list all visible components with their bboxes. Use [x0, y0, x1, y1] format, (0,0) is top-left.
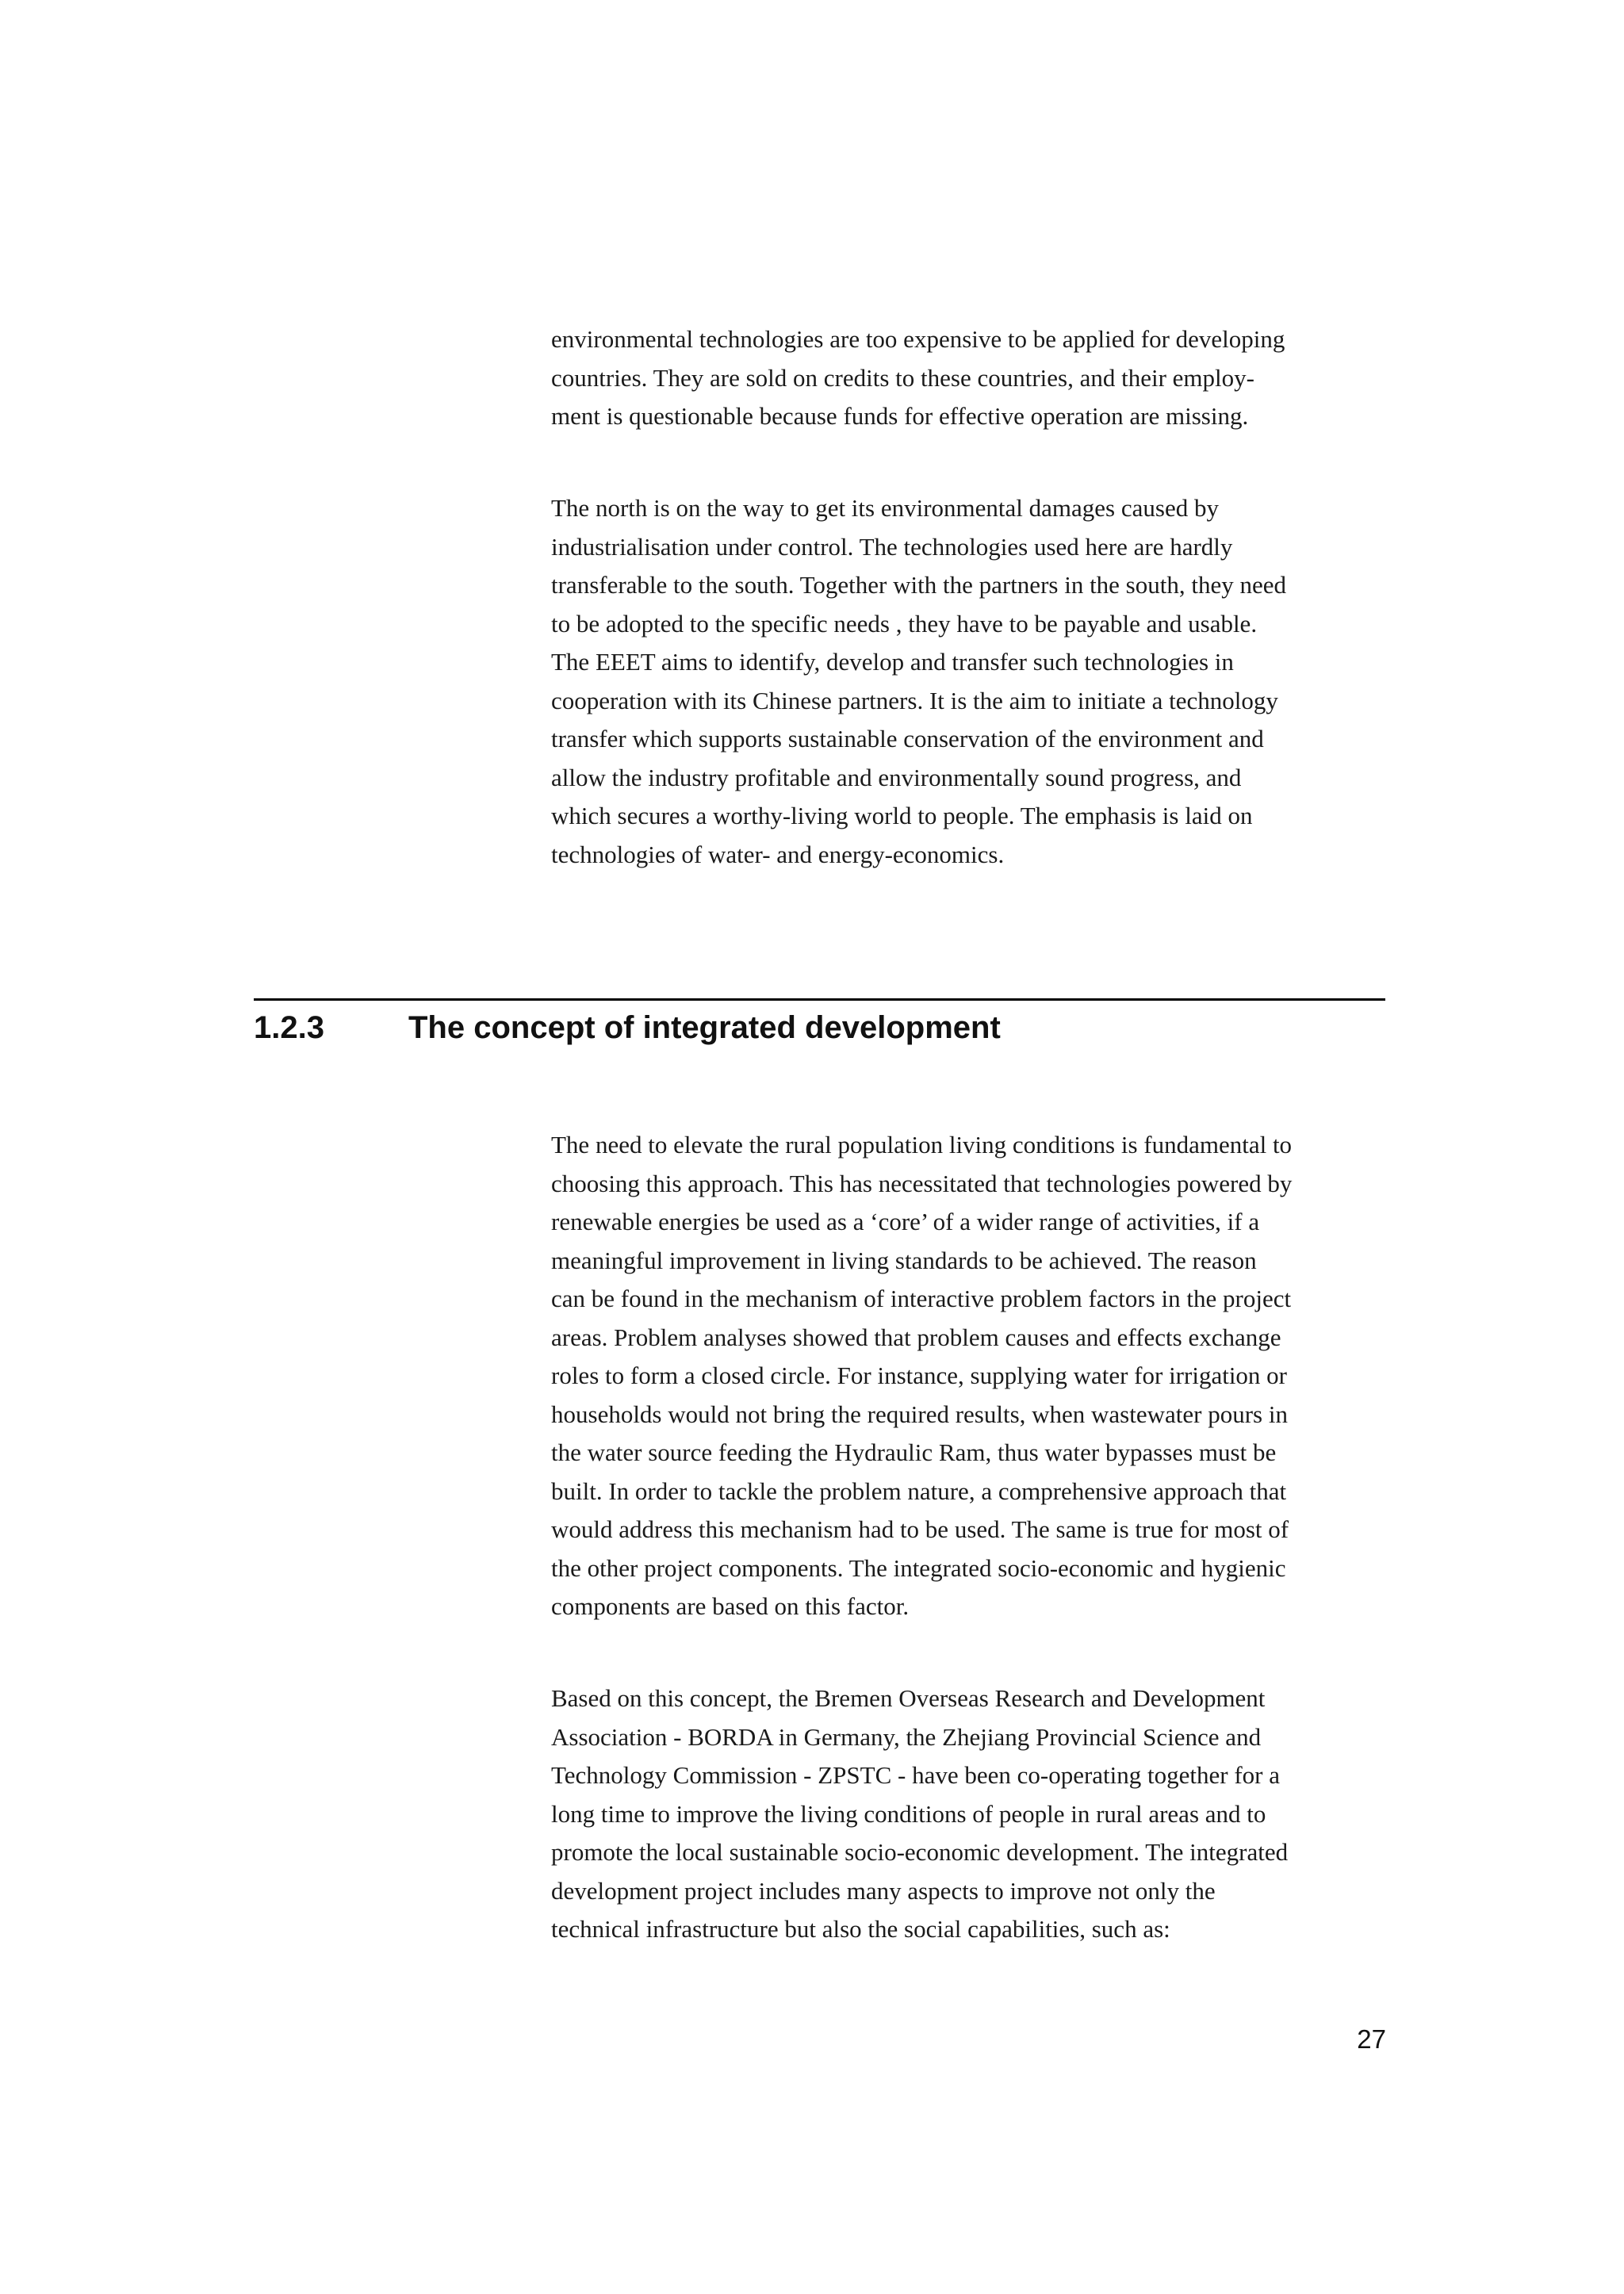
text-line: meaningful improvement in living standards to be achieved. The reason	[551, 1246, 1257, 1274]
text-line: technologies of water- and energy-economics.	[551, 840, 1005, 868]
text-line: built. In order to tackle the problem nature, a comprehensive approach that	[551, 1476, 1287, 1505]
text-line: can be found in the mechanism of interactive problem factors in the project	[551, 1285, 1292, 1312]
text-line: would address this mechanism had to be used. The same is true for most of	[551, 1515, 1289, 1543]
text-line: The need to elevate the rural population living conditions is fundamental to	[551, 1131, 1293, 1158]
text-line: Association - BORDA in Germany, the Zhejiang Provincial Science and	[551, 1722, 1262, 1751]
text-line: Technology Commission - ZPSTC - have been co-operating together for a	[551, 1761, 1280, 1789]
text-line: development project includes many aspects to improve not only the	[551, 1876, 1216, 1905]
paragraph-eeet-aims	[551, 489, 1384, 874]
text-line: roles to form a closed circle. For instance, supplying water for irrigation or	[551, 1361, 1288, 1389]
text-line: transferable to the south. Together with the partners in the south, they need	[551, 571, 1287, 599]
text-line: transfer which supports sustainable conservation of the environment and	[551, 725, 1264, 753]
text-line: technical infrastructure but also the social capabilities, such as:	[551, 1915, 1170, 1943]
text-line: cooperation with its Chinese partners. It is the aim to initiate a technology	[551, 686, 1278, 714]
text-line: promote the local sustainable socio-economic development. The integrated	[551, 1838, 1289, 1866]
page-number: 27	[1357, 2024, 1386, 2054]
section-divider	[254, 998, 1385, 1001]
text-line: renewable energies be used as a ‘core’ of a wider range of activities, if a	[551, 1208, 1260, 1235]
section-title: The concept of integrated development	[408, 1010, 1001, 1045]
text-line: allow the industry profitable and environmentally sound progress, and	[551, 763, 1242, 791]
text-line: Based on this concept, the Bremen Overseas Research and Development	[551, 1684, 1266, 1712]
text-line: environmental technologies are too expensive to be applied for developing	[551, 325, 1285, 353]
text-line: to be adopted to the specific needs , they have to be payable and usable.	[551, 609, 1258, 638]
paragraph-integrated-approach	[551, 1126, 1384, 1626]
text-line: The EEET aims to identify, develop and transfer such technologies in	[551, 648, 1234, 676]
text-line: choosing this approach. This has necessitated that technologies powered by	[551, 1169, 1293, 1197]
paragraph-continued	[551, 320, 1384, 436]
text-line: households would not bring the required results, when wastewater pours in	[551, 1400, 1288, 1428]
text-line: components are based on this factor.	[551, 1592, 910, 1620]
section-number: 1.2.3	[254, 1010, 324, 1045]
text-line: countries. They are sold on credits to these countries, and their employ-	[551, 363, 1254, 392]
text-line: ment is questionable because funds for effective operation are missing.	[551, 402, 1249, 430]
text-line: areas. Problem analyses showed that problem causes and effects exchange	[551, 1323, 1281, 1351]
text-line: the water source feeding the Hydraulic Ram, thus water bypasses must be	[551, 1438, 1277, 1466]
text-line: industrialisation under control. The technologies used here are hardly	[551, 532, 1233, 561]
text-line: which secures a worthy-living world to people. The emphasis is laid on	[551, 802, 1253, 829]
text-line: long time to improve the living conditions of people in rural areas and to	[551, 1799, 1266, 1828]
text-line: the other project components. The integrated socio-economic and hygienic	[551, 1553, 1286, 1582]
text-line: The north is on the way to get its environmental damages caused by	[551, 494, 1219, 522]
paragraph-borda-zpstc	[551, 1679, 1384, 1949]
